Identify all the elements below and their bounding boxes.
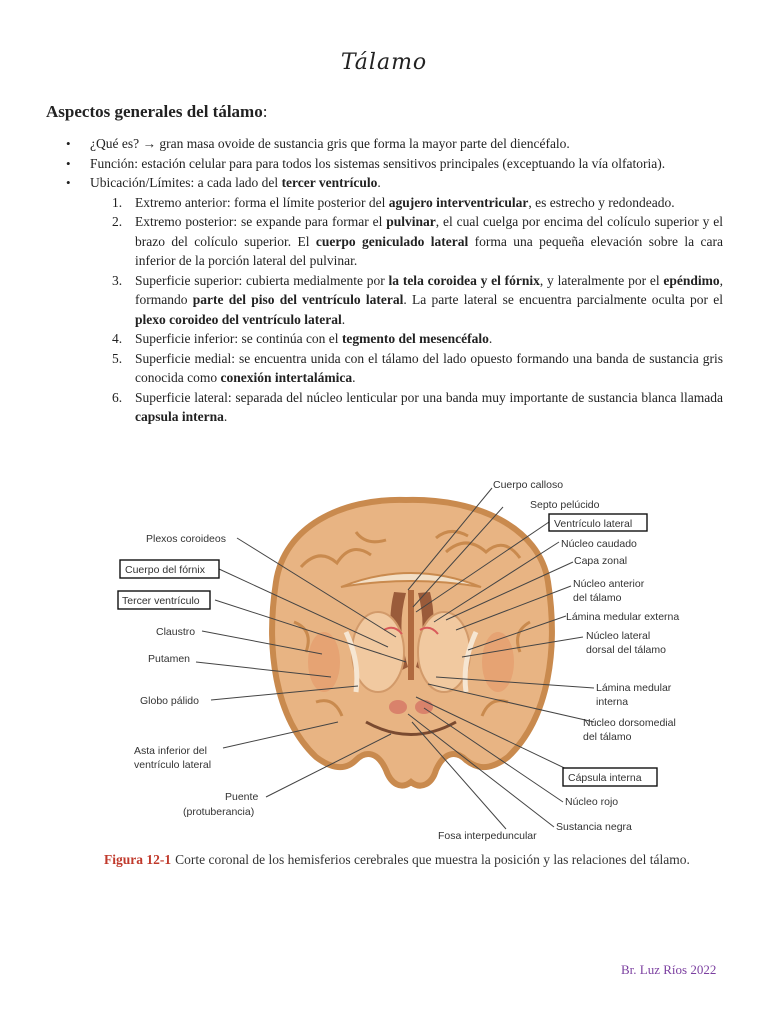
label-nucleo-caudado: Núcleo caudado [561, 538, 637, 550]
figure-caption: Figura 12-1 Corte coronal de los hemisferios cerebrales que muestra la posición y las relaciones del tálamo. [104, 852, 690, 867]
list-item: 4. Superficie inferior: se continúa con el tegmento del mesencéfalo. [112, 331, 493, 346]
bullet-item: • ¿Qué es? → gran masa ovoide de sustancia gris que forma la mayor parte del diencéfalo. [66, 134, 723, 154]
label-claustro: Claustro [156, 626, 196, 638]
label-puente-2: (protuberancia) [183, 806, 255, 818]
brain-illustration [116, 472, 680, 847]
list-item: 5. Superficie medial: se encuentra unida con el tálamo del lado opuesto formando una banda de sustancia gris conocida como conexión intertalámica. [112, 350, 723, 385]
label-nucleo-dorsomedial-2: del tálamo [583, 731, 632, 743]
label-cuerpo-fornix: Cuerpo del fórnix [125, 564, 205, 576]
label-nucleo-anterior-2: del tálamo [573, 592, 622, 604]
label-plexos-coroideos: Plexos coroideos [146, 533, 226, 545]
label-lamina-medular-externa: Lámina medular externa [566, 611, 680, 623]
numbered-list [90, 193, 723, 427]
bullet-list [66, 134, 723, 427]
brain-figure [116, 472, 680, 847]
label-nucleo-rojo: Núcleo rojo [565, 796, 619, 808]
label-nucleo-lateral: Núcleo lateral [586, 630, 651, 642]
list-item: 2. Extremo posterior: se expande para formar el pulvinar, el cual cuelga por encima del colículo superior y el brazo del colículo superior. El cuerpo geniculado lateral forma una pequeña elevación sobre la cara inferior de la porción lateral del pulvinar. [112, 214, 723, 268]
brain-coronal-section [272, 500, 552, 786]
label-lamina-medular-interna-2: interna [596, 696, 629, 708]
label-puente: Puente [225, 791, 259, 803]
list-item: 6. Superficie lateral: separada del núcleo lenticular por una banda muy importante de sustancia blanca llamada capsula interna. [112, 389, 723, 424]
label-cuerpo-calloso: Cuerpo calloso [493, 479, 564, 491]
footer-author: Br. Luz Ríos 2022 [621, 962, 717, 977]
bullet-item: • Ubicación/Límites: a cada lado del tercer ventrículo. 1. Extremo anterior: forma el límite posterior del agujero interventricular, es estrecho y redondeado. 2. Extremo posterior: se expande para formar el pulvinar, el cual cuelga por encima del colículo superior y el brazo del colículo superior. El cuerpo geniculado lateral forma una pequeña elevación sobre la cara inferior de la porción lateral del pulvinar. 3. Superficie superior: cubierta medialmente por la tela coroidea y el fórnix, y lateralmente por el epéndimo, formando parte del piso del ventrículo lateral. La parte lateral se encuentra parcialmente oculta por el plexo coroideo del ventrículo lateral. 4. Superficie inferior: se continúa con el tegmento del mesencéfalo. 5. Superficie medial: se encuentra unida con el tálamo del lado opuesto formando una banda de sustancia gris conocida como conexión intertalámica. 6. Superficie lateral: separada del núcleo lenticular por una banda muy importante de sustancia blanca llamada capsula interna. [66, 173, 723, 427]
label-septo-pelucido: Septo pelúcido [530, 499, 600, 511]
label-nucleo-anterior: Núcleo anterior [573, 578, 645, 590]
label-nucleo-lateral-2: dorsal del tálamo [586, 644, 666, 656]
label-asta-inferior: Asta inferior del [134, 745, 207, 757]
label-globo-palido: Globo pálido [140, 695, 199, 707]
list-item: 1. Extremo anterior: forma el límite posterior del agujero interventricular, es estrecho y redondeado. [112, 194, 675, 210]
label-asta-inferior-2: ventrículo lateral [134, 759, 212, 771]
label-capsula-interna: Cápsula interna [568, 772, 642, 784]
label-lamina-medular-interna: Lámina medular [596, 682, 672, 694]
label-putamen: Putamen [148, 653, 191, 665]
page-title: Tálamo [340, 50, 428, 75]
section-heading: Aspectos generales del tálamo: [46, 102, 268, 121]
label-nucleo-dorsomedial: Núcleo dorsomedial [583, 717, 676, 729]
bullet-item: • Función: estación celular para para todos los sistemas sensitivos principales (exceptuando la vía olfatoria). [66, 154, 723, 174]
label-sustancia-negra: Sustancia negra [556, 821, 632, 833]
label-ventriculo-lateral: Ventrículo lateral [554, 518, 633, 530]
list-item: 3. Superficie superior: cubierta medialmente por la tela coroidea y el fórnix, y lateralmente por el epéndimo, formando parte del piso del ventrículo lateral. La parte lateral se encuentra parcialmente oculta por el plexo coroideo del ventrículo lateral. [112, 272, 724, 327]
label-tercer-ventriculo: Tercer ventrículo [122, 595, 200, 607]
label-capa-zonal: Capa zonal [574, 555, 628, 567]
label-fosa-interpeduncular: Fosa interpeduncular [438, 830, 537, 842]
